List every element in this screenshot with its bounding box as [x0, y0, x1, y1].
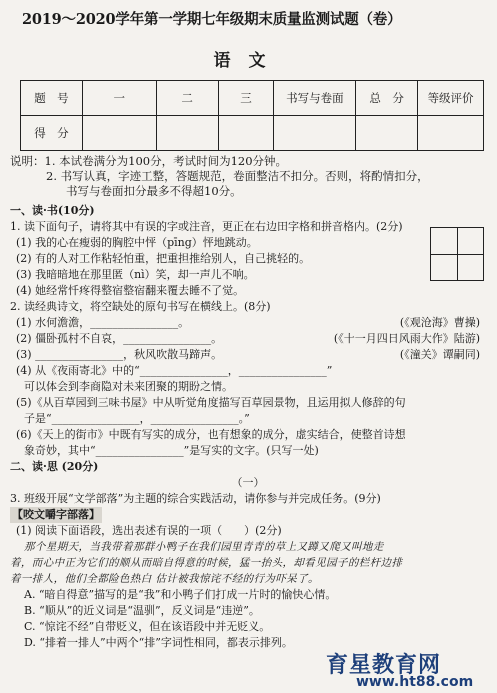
table-cell: 三: [218, 81, 274, 116]
score-cell: [218, 116, 274, 151]
score-cell: [356, 116, 418, 151]
table-cell: 等级评价: [418, 81, 484, 116]
question-item: (3) 我暗暗地在那里匿（nì）笑，却一声儿不响。: [16, 268, 255, 281]
poem-source: (《潼关》谭嗣同): [399, 348, 480, 361]
score-cell: [418, 116, 484, 151]
poem-blank: (2) 僵卧孤村不自哀，________________。: [16, 332, 223, 345]
poem-blank: (3) ________________，秋风吹散马蹄声。: [16, 348, 223, 361]
category-tag: [10, 507, 486, 523]
question-item: (6)《天上的街市》中既有写实的成分，也有想象的成分，虚实结合，使整首诗想: [16, 428, 406, 441]
poem-source: (《十一月四日风雨大作》陆游): [333, 332, 480, 345]
instruction-1: 说明：1. 本试卷满分为100分，考试时间为120分钟。: [10, 154, 288, 168]
question-text: 1. 读下面句子，请将其中有误的字或注音，更正在右边田字格和拼音格内。(2分): [10, 220, 403, 233]
exam-title: 2019～2020学年第一学期七年级期末质量监测试题（卷）: [22, 11, 402, 28]
section-heading: 二、读·思 (20分): [10, 460, 99, 473]
instruction-3: 书写与卷面扣分最多不得超10分。: [66, 184, 242, 198]
question-item: 可以体会到李商隐对未来团聚的期盼之情。: [24, 380, 233, 393]
subject-title: 语文: [213, 51, 284, 71]
score-table: [20, 80, 484, 151]
question-item: (1) 阅读下面语段，选出表述有误的一项（ ）(2分): [16, 524, 282, 537]
watermark-url: www.ht88.com: [356, 674, 474, 690]
score-cell: [156, 116, 218, 151]
question-text: 3. 班级开展“文学部落”为主题的综合实践活动，请你参与并完成任务。(9分): [10, 492, 381, 505]
table-cell: 得 分: [21, 116, 83, 151]
question-item: [10, 315, 486, 331]
subsection-marker: （一）: [231, 476, 265, 489]
option-d: D. “排着一排人”中两个“排”字词性相同，都表示排列。: [24, 636, 293, 649]
option-a: A. “暗自得意”描写的是“我”和小鸭子们打成一片时的愉快心情。: [24, 588, 337, 601]
poem-source: (《观沧海》曹操): [399, 316, 480, 329]
question-item: (2) 有的人对工作粘轻怕重，把重担推给别人，自己挑轻的。: [16, 252, 311, 265]
question-item: 象奇妙，其中“________________”是写实的文字。(只写一处): [24, 444, 319, 457]
handwritten-passage: 着，而心中正为它们的顺从而暗自得意的时候，猛一抬头，却看见园子的栏杆边排: [10, 557, 403, 569]
question-item: (4) 从《夜雨寄北》中的“________________，________________”: [16, 364, 333, 377]
poem-blank: (1) 水何澹澹，________________。: [16, 316, 190, 329]
question-item: (1) 我的心在瘦弱的胸腔中怦（pīng）怦地跳动。: [16, 236, 258, 249]
table-cell: 书写与卷面: [274, 81, 356, 116]
question-item: [10, 347, 486, 363]
question-item: (4) 她经常忏疼得整宿整宿翻来覆去睡不了觉。: [16, 284, 245, 297]
handwritten-passage: 着一排人，他们全都险色热白 估计被我惊诧不经的行为吓呆了。: [10, 573, 319, 585]
question-item: (5)《从百草园到三味书屋》中从听觉角度描写百草园景物，且运用拟人修辞的句: [16, 396, 406, 409]
option-c: C. “惊诧不经”自带贬义，但在该语段中并无贬义。: [24, 620, 271, 633]
table-cell: 总 分: [356, 81, 418, 116]
table-cell: 二: [156, 81, 218, 116]
score-cell: [274, 116, 356, 151]
watermark-logo: [326, 648, 496, 692]
option-b: B. “顺从”的近义词是“温驯”，反义词是“违逆”。: [24, 604, 260, 617]
question-item: 子是“________________，________________。”: [24, 412, 250, 425]
question-item: [10, 331, 486, 347]
score-table-score-row: [21, 116, 484, 151]
tag-label: 【咬文嚼字部落】: [12, 508, 100, 521]
question-text: 2. 读经典诗文，将空缺处的原句书写在横线上。(8分): [10, 300, 271, 313]
instruction-2: 2. 书写认真，字迹工整，答题规范，卷面整洁不扣分。否则，将酌情扣分，: [46, 169, 429, 183]
watermark-text: 育星教育网: [326, 653, 442, 678]
score-table-header-row: [21, 81, 484, 116]
table-cell: 一: [82, 81, 156, 116]
section-heading: 一、读·书(10分): [10, 204, 95, 217]
exam-body: [10, 203, 486, 651]
score-cell: [82, 116, 156, 151]
handwritten-passage: 那个星期天，当我带着那群小鸭子在我们园里青青的草上又蹲又爬又叫地走: [24, 541, 384, 553]
table-cell: 题 号: [21, 81, 83, 116]
instructions: [10, 154, 490, 199]
